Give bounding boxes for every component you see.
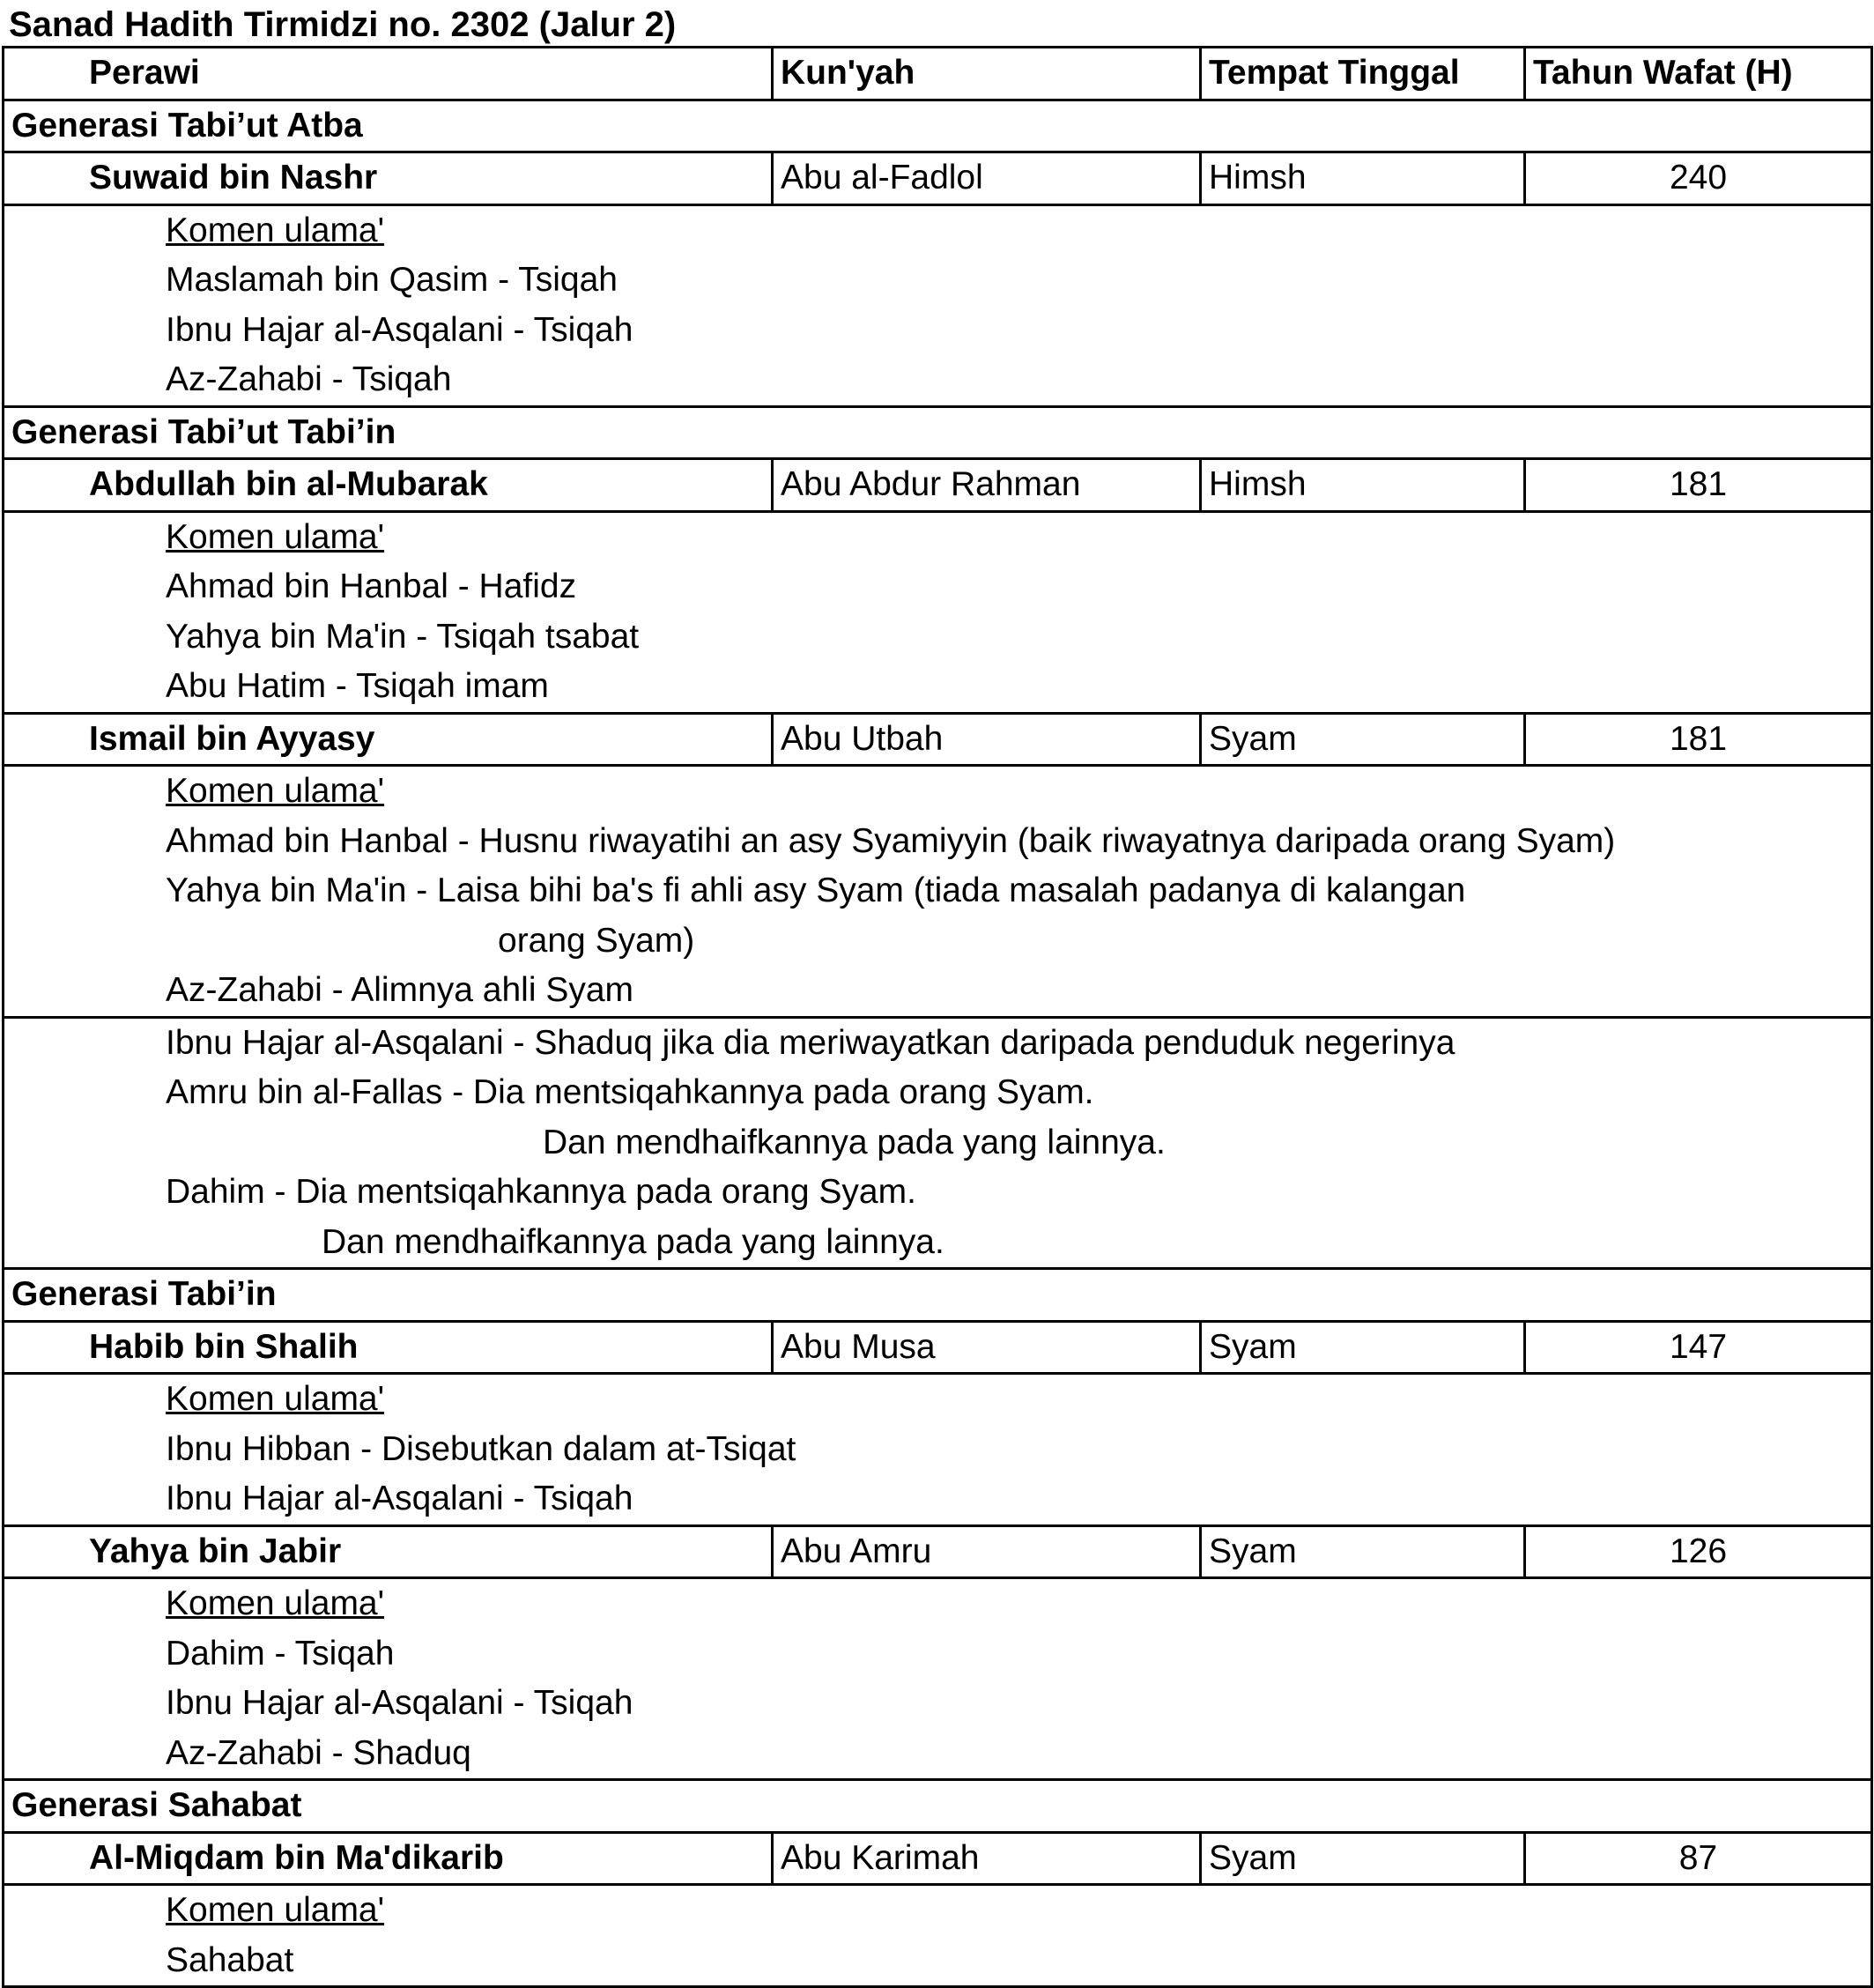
generation-label: Generasi Sahabat — [4, 1780, 1872, 1833]
comment-text: Maslamah bin Qasim - Tsiqah — [4, 256, 1872, 306]
narrator-row — [4, 1321, 1872, 1374]
comment-row — [4, 966, 1872, 1017]
narrator-kunyah: Abu Amru — [773, 1525, 1201, 1578]
generation-row — [4, 1269, 1872, 1322]
comment-row — [4, 1936, 1872, 1987]
comment-row — [4, 1679, 1872, 1729]
comment-heading: Komen ulama' — [4, 1885, 1872, 1936]
narrator-death-year: 147 — [1525, 1321, 1872, 1374]
narrator-death-year: 126 — [1525, 1525, 1872, 1578]
comment-text: Ibnu Hajar al-Asqalani - Tsiqah — [4, 1679, 1872, 1729]
comment-heading: Komen ulama' — [4, 1374, 1872, 1425]
comment-row — [4, 562, 1872, 612]
narrator-residence: Syam — [1201, 1832, 1525, 1885]
comment-text: Az-Zahabi - Shaduq — [4, 1729, 1872, 1780]
comment-row — [4, 1068, 1872, 1118]
comment-text: orang Syam) — [4, 916, 1872, 967]
narrator-name: Al-Miqdam bin Ma'dikarib — [4, 1832, 773, 1885]
narrator-death-year: 87 — [1525, 1832, 1872, 1885]
comment-text: Dan mendhaifkannya pada yang lainnya. — [4, 1118, 1872, 1168]
comment-row — [4, 1474, 1872, 1525]
comment-text: Ibnu Hajar al-Asqalani - Tsiqah — [4, 1474, 1872, 1525]
comment-row — [4, 1885, 1872, 1936]
comment-text: Sahabat — [4, 1936, 1872, 1987]
comment-text: Ibnu Hibban - Disebutkan dalam at-Tsiqat — [4, 1425, 1872, 1475]
narrator-kunyah: Abu Utbah — [773, 713, 1201, 766]
narrator-residence: Himsh — [1201, 152, 1525, 205]
comment-row — [4, 662, 1872, 713]
narrator-residence: Syam — [1201, 1525, 1525, 1578]
generation-row — [4, 406, 1872, 459]
comment-row — [4, 1374, 1872, 1425]
narrator-kunyah: Abu Musa — [773, 1321, 1201, 1374]
comment-row — [4, 355, 1872, 406]
comment-text: Yahya bin Ma'in - Laisa bihi ba's fi ahli asy Syam (tiada masalah padanya di kalangan — [4, 866, 1872, 916]
generation-label: Generasi Tabi’ut Tabi’in — [4, 406, 1872, 459]
narrator-kunyah: Abu Abdur Rahman — [773, 459, 1201, 512]
comment-heading: Komen ulama' — [4, 511, 1872, 562]
comment-text: Ibnu Hajar al-Asqalani - Tsiqah — [4, 306, 1872, 356]
narrator-row — [4, 1832, 1872, 1885]
generation-row — [4, 1780, 1872, 1833]
comment-heading: Komen ulama' — [4, 766, 1872, 817]
comment-text: Yahya bin Ma'in - Tsiqah tsabat — [4, 612, 1872, 663]
comment-text: Az-Zahabi - Tsiqah — [4, 355, 1872, 406]
comment-text: Az-Zahabi - Alimnya ahli Syam — [4, 966, 1872, 1017]
comment-heading: Komen ulama' — [4, 1578, 1872, 1629]
generation-row — [4, 100, 1872, 152]
comment-row — [4, 1017, 1872, 1068]
comment-text: Abu Hatim - Tsiqah imam — [4, 662, 1872, 713]
narrator-name: Suwaid bin Nashr — [4, 152, 773, 205]
comment-row — [4, 204, 1872, 256]
comment-row — [4, 1425, 1872, 1475]
generation-label: Generasi Tabi’ut Atba — [4, 100, 1872, 152]
narrator-name: Ismail bin Ayyasy — [4, 713, 773, 766]
comment-row — [4, 766, 1872, 817]
comment-row — [4, 1629, 1872, 1680]
comment-row — [4, 511, 1872, 562]
narrator-row — [4, 713, 1872, 766]
column-header-tempat-tinggal: Tempat Tinggal — [1201, 48, 1525, 100]
narrator-death-year: 181 — [1525, 459, 1872, 512]
narrator-name: Yahya bin Jabir — [4, 1525, 773, 1578]
narrator-residence: Syam — [1201, 713, 1525, 766]
narrator-name: Habib bin Shalih — [4, 1321, 773, 1374]
narrator-residence: Syam — [1201, 1321, 1525, 1374]
comment-row — [4, 1578, 1872, 1629]
sheet-title: Sanad Hadith Tirmidzi no. 2302 (Jalur 2) — [9, 5, 677, 44]
narrator-residence: Himsh — [1201, 459, 1525, 512]
narrator-death-year: 240 — [1525, 152, 1872, 205]
comment-row — [4, 1168, 1872, 1218]
comment-row — [4, 1218, 1872, 1269]
comment-row — [4, 817, 1872, 867]
sanad-table — [2, 46, 1873, 1988]
comment-text: Dan mendhaifkannya pada yang lainnya. — [4, 1218, 1872, 1269]
header-row — [4, 48, 1872, 100]
narrator-name: Abdullah bin al-Mubarak — [4, 459, 773, 512]
narrator-row — [4, 459, 1872, 512]
comment-heading: Komen ulama' — [4, 204, 1872, 256]
column-header-perawi: Perawi — [4, 48, 773, 100]
comment-text: Amru bin al-Fallas - Dia mentsiqahkannya pada orang Syam. — [4, 1068, 1872, 1118]
comment-row — [4, 612, 1872, 663]
column-header-kunyah: Kun'yah — [773, 48, 1201, 100]
comment-text: Dahim - Dia mentsiqahkannya pada orang Syam. — [4, 1168, 1872, 1218]
comment-row — [4, 256, 1872, 306]
narrator-row — [4, 1525, 1872, 1578]
comment-row — [4, 916, 1872, 967]
comment-text: Ahmad bin Hanbal - Hafidz — [4, 562, 1872, 612]
generation-label: Generasi Tabi’in — [4, 1269, 1872, 1322]
narrator-death-year: 181 — [1525, 713, 1872, 766]
comment-row — [4, 1118, 1872, 1168]
column-header-tahun-wafat: Tahun Wafat (H) — [1525, 48, 1872, 100]
comment-row — [4, 1729, 1872, 1780]
comment-row — [4, 866, 1872, 916]
narrator-row — [4, 152, 1872, 205]
comment-text: Dahim - Tsiqah — [4, 1629, 1872, 1680]
comment-row — [4, 306, 1872, 356]
comment-text: Ibnu Hajar al-Asqalani - Shaduq jika dia meriwayatkan daripada penduduk negerinya — [4, 1017, 1872, 1068]
narrator-kunyah: Abu Karimah — [773, 1832, 1201, 1885]
narrator-kunyah: Abu al-Fadlol — [773, 152, 1201, 205]
comment-text: Ahmad bin Hanbal - Husnu riwayatihi an asy Syamiyyin (baik riwayatnya daripada orang Syam) — [4, 817, 1872, 867]
